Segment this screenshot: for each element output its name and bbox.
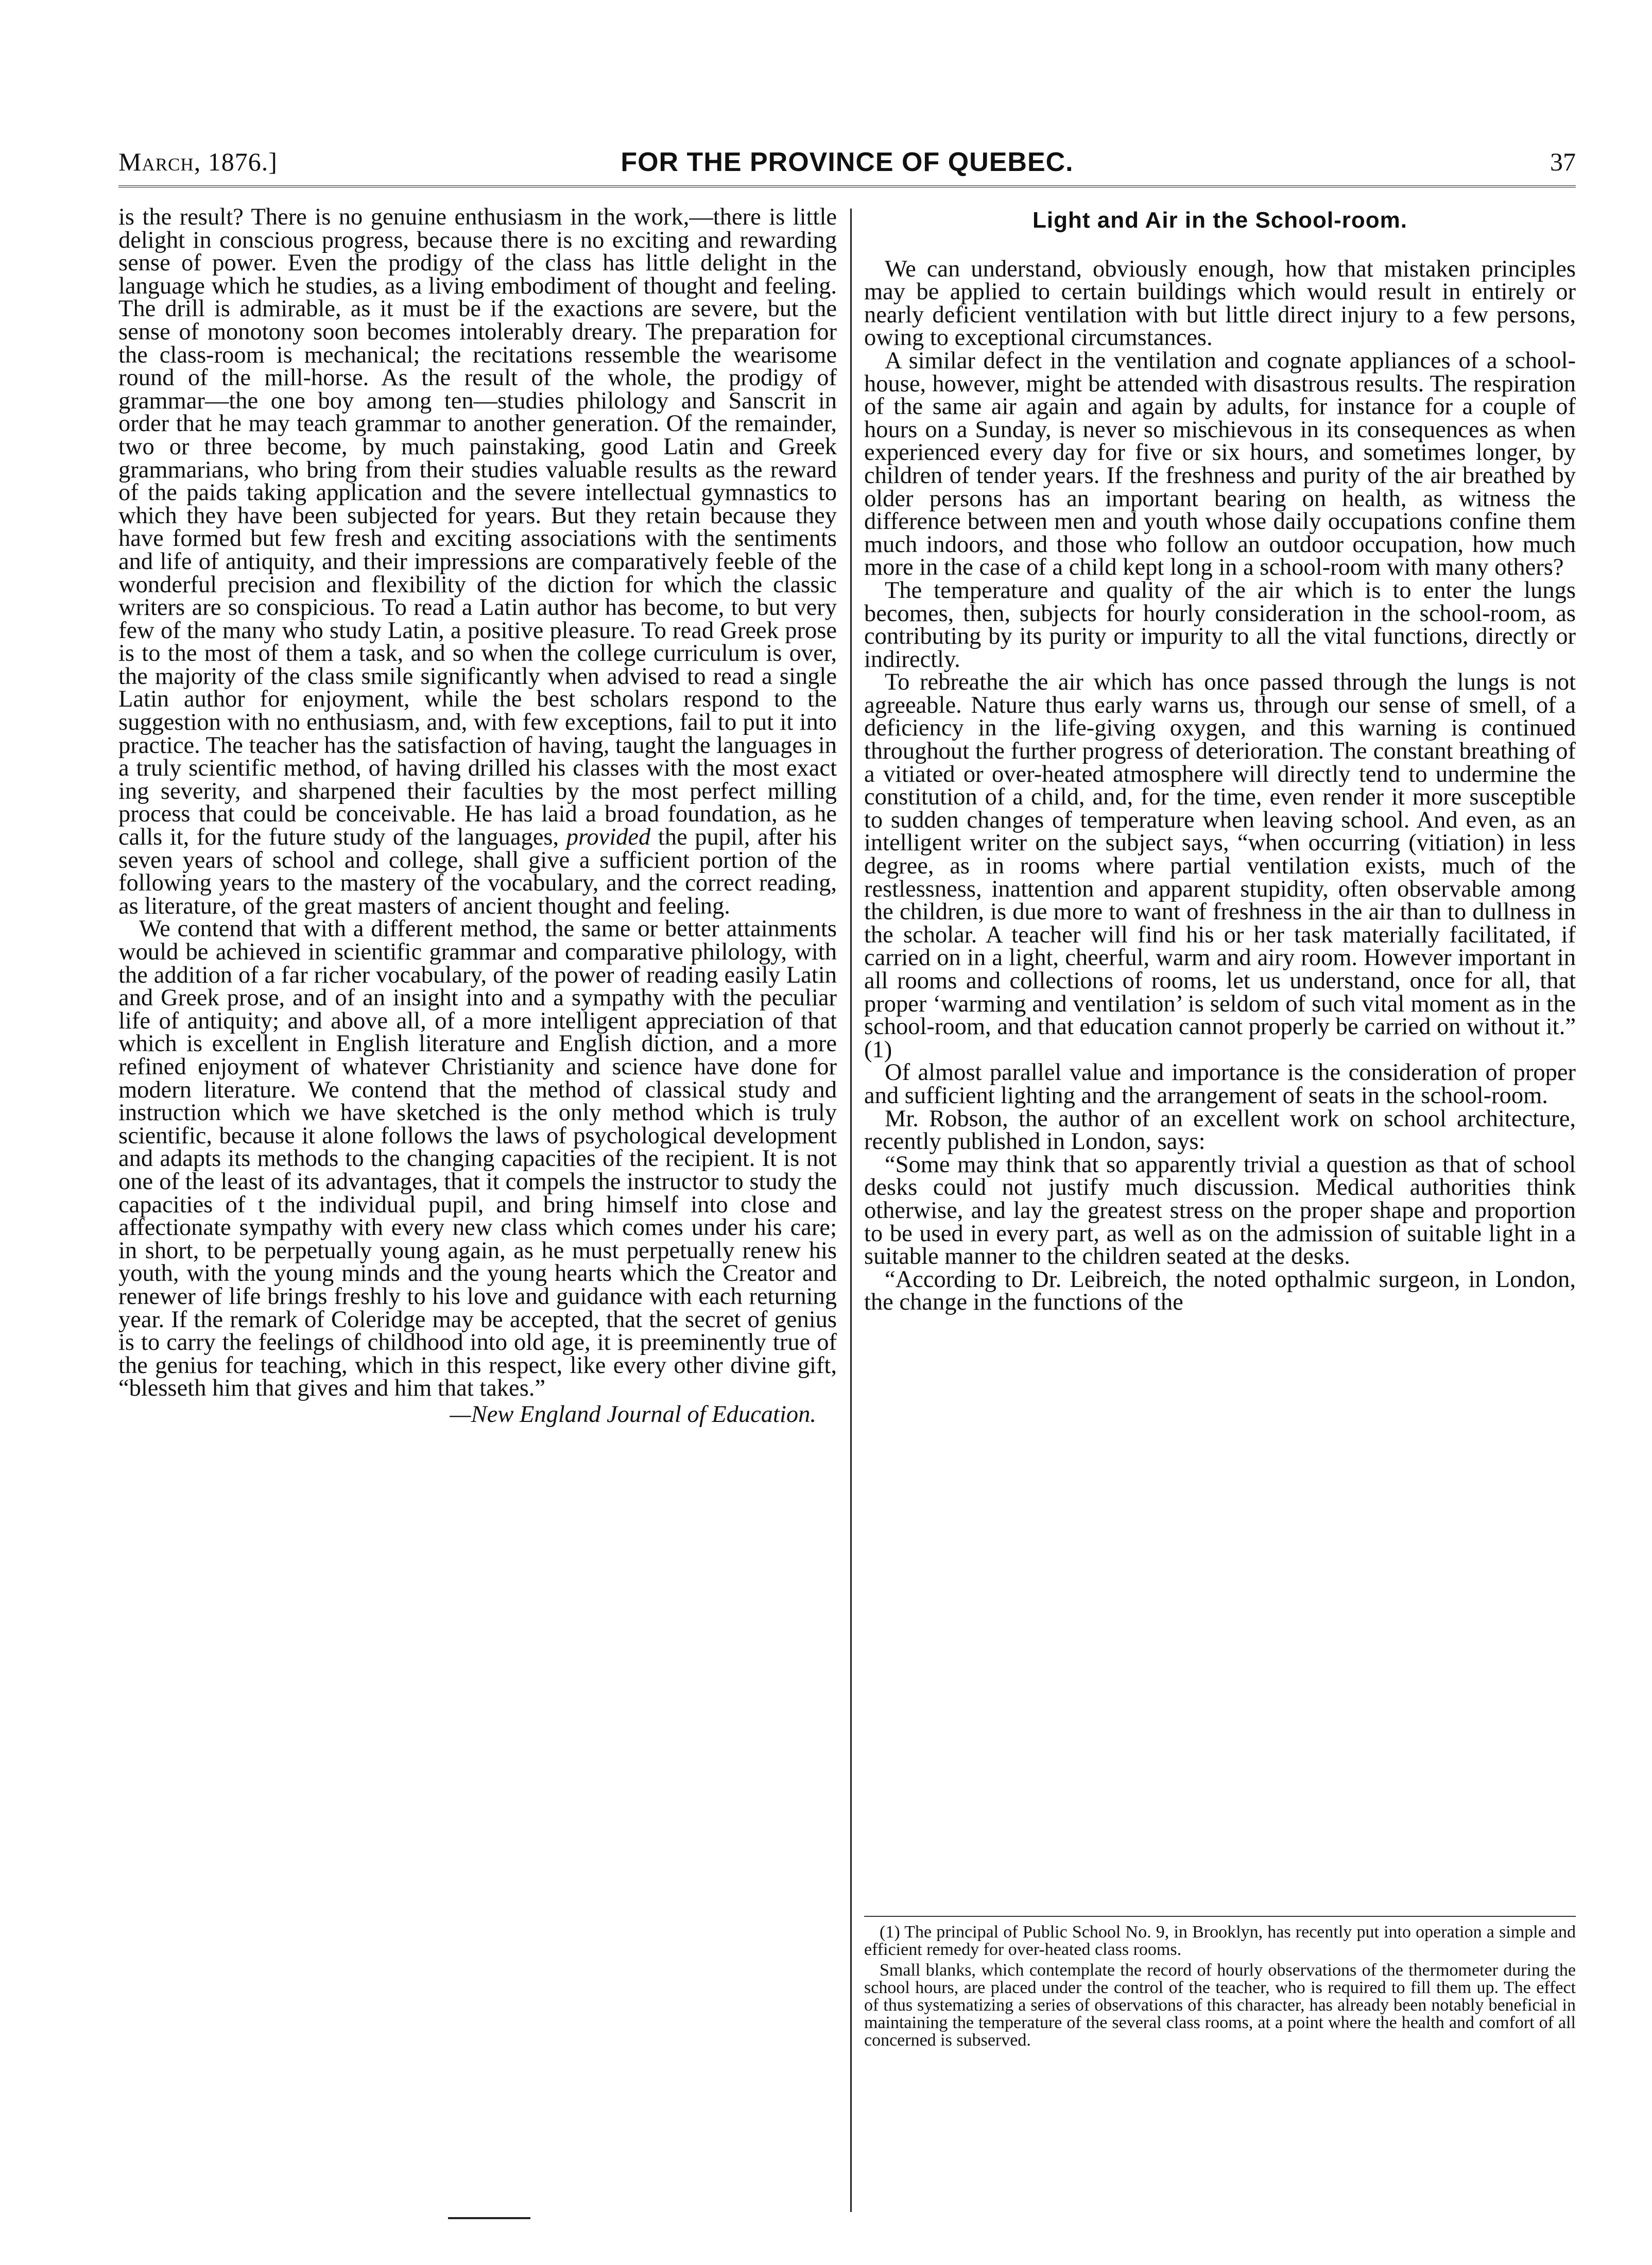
article-paragraph: Mr. Robson, the author of an excellent work on school architecture, recently published in London, says: [864,1105,1576,1155]
emphasis-text: provided [566,824,651,851]
article-paragraph: The temperature and quality of the air which is to enter the lungs becomes, then, subjects for hourly consideration in the school-room, as contributing by its purity or impurity to all the vital functions, directly or indirectly. [864,577,1576,673]
article-attribution: —New England Journal of Education. [450,1401,816,1428]
article-paragraph: Of almost parallel value and importance is the consideration of proper and sufficient lighting and the arrangement of seats in the school-room. [864,1059,1576,1109]
left-column [118,206,837,1426]
article-paragraph: “Some may think that so apparently trivial a question as that of school desks could not justify much discussion. Medical authorities think otherwise, and lay the greatest stress on the proper shape and proportion to be used in every part, as well as on the admission of suitable light in a suitable manner to the children seated at the desks. [864,1151,1576,1270]
header-date: March, 1876.] [118,147,278,176]
article-text-continued: the pupil, after his seven years of school and college, shall give a sufficient portion of the following years to the mastery of the vocabulary, and the correct reading, as literature, of the great masters of ancient thought and feeling. [118,824,837,919]
running-head [118,147,1576,183]
right-column [864,206,1576,1314]
article-text: is the result? There is no genuine enthusiasm in the work,—there is little delight in conscious progress, because there is no exciting and rewarding sense of power. Even the prodigy of the class has little delight in the language which he studies, as a living embodiment of thought and feeling. The drill is admirable, as it must be if the exactions are severe, but the sense of monotony soon becomes intolerably dreary. The preparation for the class-room is mechanical; the recitations ressemble the wearisome round of the mill-horse. As the result of the whole, the prodigy of grammar—the one boy among ten—studies philology and Sanscrit in order that he may teach grammar to another generation. Of the remainder, two or three become, by much painstaking, good Latin and Greek grammarians, who bring from their studies valuable results as the reward of the paids taking application and the severe intellectual gymnastics to which they have been subjected for years. But they retain because they have formed but few fresh and exciting associations with the sentiments and life of antiquity, and their impressions are comparatively feeble of the wonderful precision and flexibility of the diction for which the classic writers are so conspicious. To read a Latin author has become, to but very few of the many who study Latin, a positive pleasure. To read Greek prose is to the most of them a task, and so when the college curriculum is over, the majority of the class smile significantly when advised to read a single Latin author for enjoyment, while the best scholars respond to the suggestion with no enthusiasm, and, with few exceptions, fail to put it into practice. The teacher has the satisfaction of having, taught the languages in a truly scientific method, of having drilled his classes with the most exact ing severity, and sharpened their faculties by the most perfect milling process that could be conceivable. He has laid a broad foundation, as he calls it, for the future study of the languages, [118,204,837,851]
article-paragraph [118,206,837,918]
footnotes [864,1924,1576,2052]
footnote: Small blanks, which contemplate the record of hourly observations of the thermometer during the school hours, are placed under the control of the teacher, who is required to fill them up. The effect of thus systematizing a series of observations of this character, has already been notably beneficial in maintaining the temperature of the several class rooms, at a point where the health and comfort of all concerned is subserved. [864,1961,1576,2050]
page-number: 37 [1550,147,1576,176]
article-paragraph: We contend that with a different method, the same or better attainments would be achieved in scientific grammar and comparative philology, with the addition of a far richer vocabulary, of the power of reading easily Latin and Greek prose, and of an insight into and a sympathy with the peculiar life of antiquity; and above all, of a more intelligent appreciation of that which is excellent in English literature and English diction, and a more refined enjoyment of whatever Christianity and science have done for modern literature. We contend that the method of classical study and instruction which we have sketched is the only method which is truly scientific, because it alone follows the laws of psychological development and adapts its methods to the changing capacities of the recipient. It is not one of the least of its advantages, that it compels the instructor to study the capacities of t the individual pupil, and bring himself into close and affectionate sympathy with every new class which comes under his care; in short, to be perpetually young again, as he must perpetually renew his youth, with the young minds and the young hearts which the Creator and renewer of life brings freshly to his love and guidance with each returning year. If the remark of Coleridge may be accepted, that the secret of genius is to carry the feelings of childhood into old age, it is preeminently true of the genius for teaching, which in this respect, like every other divine gift, “blesseth him that gives and him that takes.” [118,916,837,1402]
header-rule [118,185,1576,187]
column-divider [850,209,852,2212]
header-title: FOR THE PROVINCE OF QUEBEC. [621,147,1074,177]
footnote: (1) The principal of Public School No. 9, in Brooklyn, has recently put into operation a simple and efficient remedy for over-heated class rooms. [864,1923,1576,1959]
article-title: Light and Air in the School-room. [1032,208,1407,233]
article-paragraph: A similar defect in the ventilation and cognate appliances of a school-house, however, might be attended with disastrous results. The respiration of the same air again and again by adults, for instance for a couple of hours on a Sunday, is never so mischievous in its consequences as when experienced every day for five or six hours, and sometimes longer, by children of tender years. If the freshness and purity of the air breathed by older persons has an important bearing on health, as witness the difference between men and youth whose daily occupations confine them much indoors, and those who follow an outdoor occupation, how much more in the case of a child kept long in a school-room with many others? [864,347,1576,581]
footnote-rule [864,1916,1576,1917]
article-end-rule [448,2217,530,2219]
article-paragraph: “According to Dr. Leibreich, the noted opthalmic surgeon, in London, the change in the functions of the [864,1266,1576,1316]
article-paragraph: We can understand, obviously enough, how that mistaken principles may be applied to certain buildings which would result in entirely or nearly deficient ventilation with but little direct injury to a few persons, owing to exceptional circumstances. [864,255,1576,351]
article-paragraph: To rebreathe the air which has once passed through the lungs is not agreeable. Nature thus early warns us, through our sense of smell, of a deficiency in the life-giving oxygen, and this warning is continued throughout the further progress of deterioration. The constant breathing of a vitiated or over-heated atmosphere will directly tend to undermine the constitution of a child, and, for the time, even render it more susceptible to sudden changes of temperature when leaving school. And even, as an intelligent writer on the subject says, “when occurring (vitiation) in less degree, as in rooms where partial ventilation exists, much of the restlessness, inattention and apparent stupidity, often observable among the children, is due more to want of freshness in the air than to dullness in the scholar. A teacher will find his or her task materially facilitated, if carried on in a light, cheerful, warm and airy room. However important in all rooms and collections of rooms, let us understand, once for all, that proper ‘warming and ventilation’ is seldom of such vital moment as in the school-room, and that education cannot properly be carried on without it.” (1) [864,669,1576,1063]
